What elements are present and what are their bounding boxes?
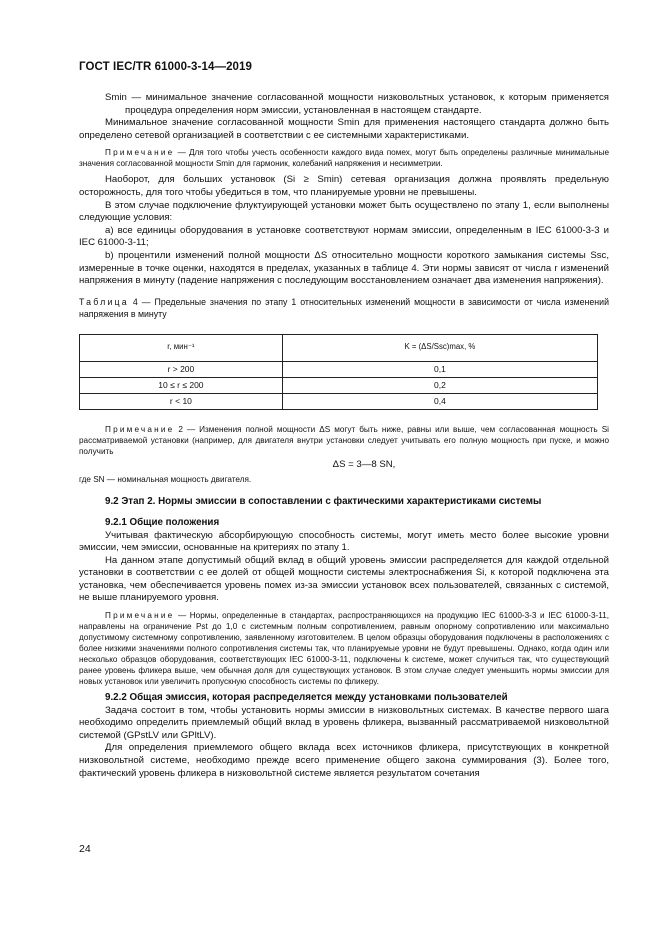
- note-label: Примечание: [105, 611, 175, 621]
- table-header-k: K = (ΔS/Ssc)max, %: [282, 334, 597, 361]
- section-heading-9-2-2: 9.2.2 Общая эмиссия, которая распределяется между установками пользователей: [105, 692, 508, 704]
- condition-b: b) процентили изменений полной мощности ΔS относительно мощности короткого замыкания системы Ssc, измеренные в точке оценки, находятся в пределах, указанных в таблице 4. Эти нормы зависят от числа r изменений напряжения в минуту (падение напряжения с последующим восстановлением означает два изменения напряжения).: [79, 249, 609, 287]
- paragraph-absorption: Учитывая фактическую абсорбирующую способность системы, могут иметь место более высокие уровни эмиссии, чем эмиссии, основанные на критериях по этапу 1.: [79, 529, 609, 554]
- note-text: — Нормы, определенные в стандартах, распространяющихся на продукцию IEC 61000-3-3 и IEC 61000-3-11, направлены на ограничение Pst до 1,0 с системным полным сопротивлением, равным опорному сопротивлению или максимально допустимому системному сопротивлению, заявленному изготовителем. В целом образцы оборудования подключены в расположениях с более низкими значениями полного сопротивления системы так, что планируемые уровни не будут превышены. Однако, когда один или несколько образцов оборудования, соответствующих IEC 61000-3-11, подключены k системе, может случиться так, что существующий ранее уровень фликера выше, чем обычная доля для существующих установок. В этом случае следует уменьшить нормы эмиссии для новых установок или увеличить пропускную способность системы по фликеру.: [79, 611, 609, 687]
- document-header: ГОСТ IEC/TR 61000-3-14—2019: [79, 61, 253, 73]
- paragraph-allocation: На данном этапе допустимый общий вклад в общий уровень эмиссии распределяется для каждой отдельной установки в соответствии с ее долей от общей мощности системы электроснабжения Si, к которой подключена эта установка, чем обеспечивается уровень помех из-за эмиссии установок всех пользователей, связанных с системой, не выше планируемого уровня.: [79, 554, 609, 604]
- table-caption: 4 — Предельные значения по этапу 1 относительных изменений мощности в зависимости от числа изменений напряжения в минуту: [79, 296, 609, 319]
- note-label: Примечание: [105, 148, 175, 158]
- page-body: [79, 92, 609, 780]
- note-text: — Для того чтобы учесть особенности каждого вида помех, могут быть определены различные минимальные значения согласованной мощности Smin для гармоник, колебаний напряжения и несимметрии.: [79, 148, 610, 169]
- section-heading-9-2: 9.2 Этап 2. Нормы эмиссии в сопоставлении с фактическими характеристиками системы: [105, 496, 542, 508]
- table-cell-k: 0,1: [282, 361, 597, 377]
- table-header-r: r, мин⁻¹: [80, 334, 283, 361]
- section-heading-9-2-1: 9.2.1 Общие положения: [105, 516, 220, 528]
- paragraph-smin-value: Минимальное значение согласованной мощности Smin для применения настоящего стандарта должно быть определено сетевой организацией в соответствии с ее системными характеристиками.: [79, 117, 609, 141]
- table-cell-r: 10 ≤ r ≤ 200: [80, 377, 283, 393]
- table-cell-r: r > 200: [80, 361, 283, 377]
- table-row: [80, 393, 598, 409]
- table-label: Таблица: [79, 296, 129, 307]
- note-label: Примечание: [105, 424, 175, 434]
- page-number: 24: [79, 843, 91, 855]
- table-header-row: [80, 334, 598, 361]
- table-cell-k: 0,2: [282, 377, 597, 393]
- condition-a: а) все единицы оборудования в установке соответствуют нормам эмиссии, определенным в IEC 61000-3-3 и IEC 61000-3-11;: [79, 224, 609, 249]
- paragraph-large-installations: Наоборот, для больших установок (Si ≥ Smin) сетевая организация должна проявлять предельную осторожность, для того чтобы убедиться в том, что планируемые уровни не превышены.: [79, 174, 609, 198]
- table-cell-r: r < 10: [80, 393, 283, 409]
- formula-where: где SN — номинальная мощность двигателя.: [79, 475, 252, 485]
- table-cell-k: 0,4: [282, 393, 597, 409]
- table-row: [80, 377, 598, 393]
- formula: ΔS = 3—8 SN,: [332, 458, 396, 470]
- paragraph-stage1-conditions: В этом случае подключение флуктуирующей установки может быть осуществлено по этапу 1, если выполнены следующие условия:: [79, 199, 609, 224]
- limits-table: [79, 334, 598, 410]
- paragraph-task: Задача состоит в том, чтобы установить нормы эмиссии в низковольтных системах. В качестве первого шага необходимо определить приемлемый общий вклад в уровень фликера, вызванный рассматриваемой низковольтной системой (GPstLV или GPltLV).: [79, 704, 609, 741]
- table-row: [80, 361, 598, 377]
- definition-smin: Smin — минимальное значение согласованной мощности низковольтных установок, к которым применяется процедура определения норм эмиссии, установленная в настоящем стандарте.: [105, 92, 609, 116]
- note-text: 2 — Изменения полной мощности ΔS могут быть ниже, равны или выше, чем согласованная мощность Si рассматриваемой установки (например, для двигателя внутри установки следует учитывать его полную мощность при пуске, и можно получить: [79, 424, 609, 456]
- paragraph-summation: Для определения приемлемого общего вклада всех источников фликера, присутствующих в конкретной низковольтной системе, необходимо прежде всего применение общего закона суммирования (3). Более того, фактический уровень фликера в низковольтной системе является результатом сочетания: [79, 742, 609, 779]
